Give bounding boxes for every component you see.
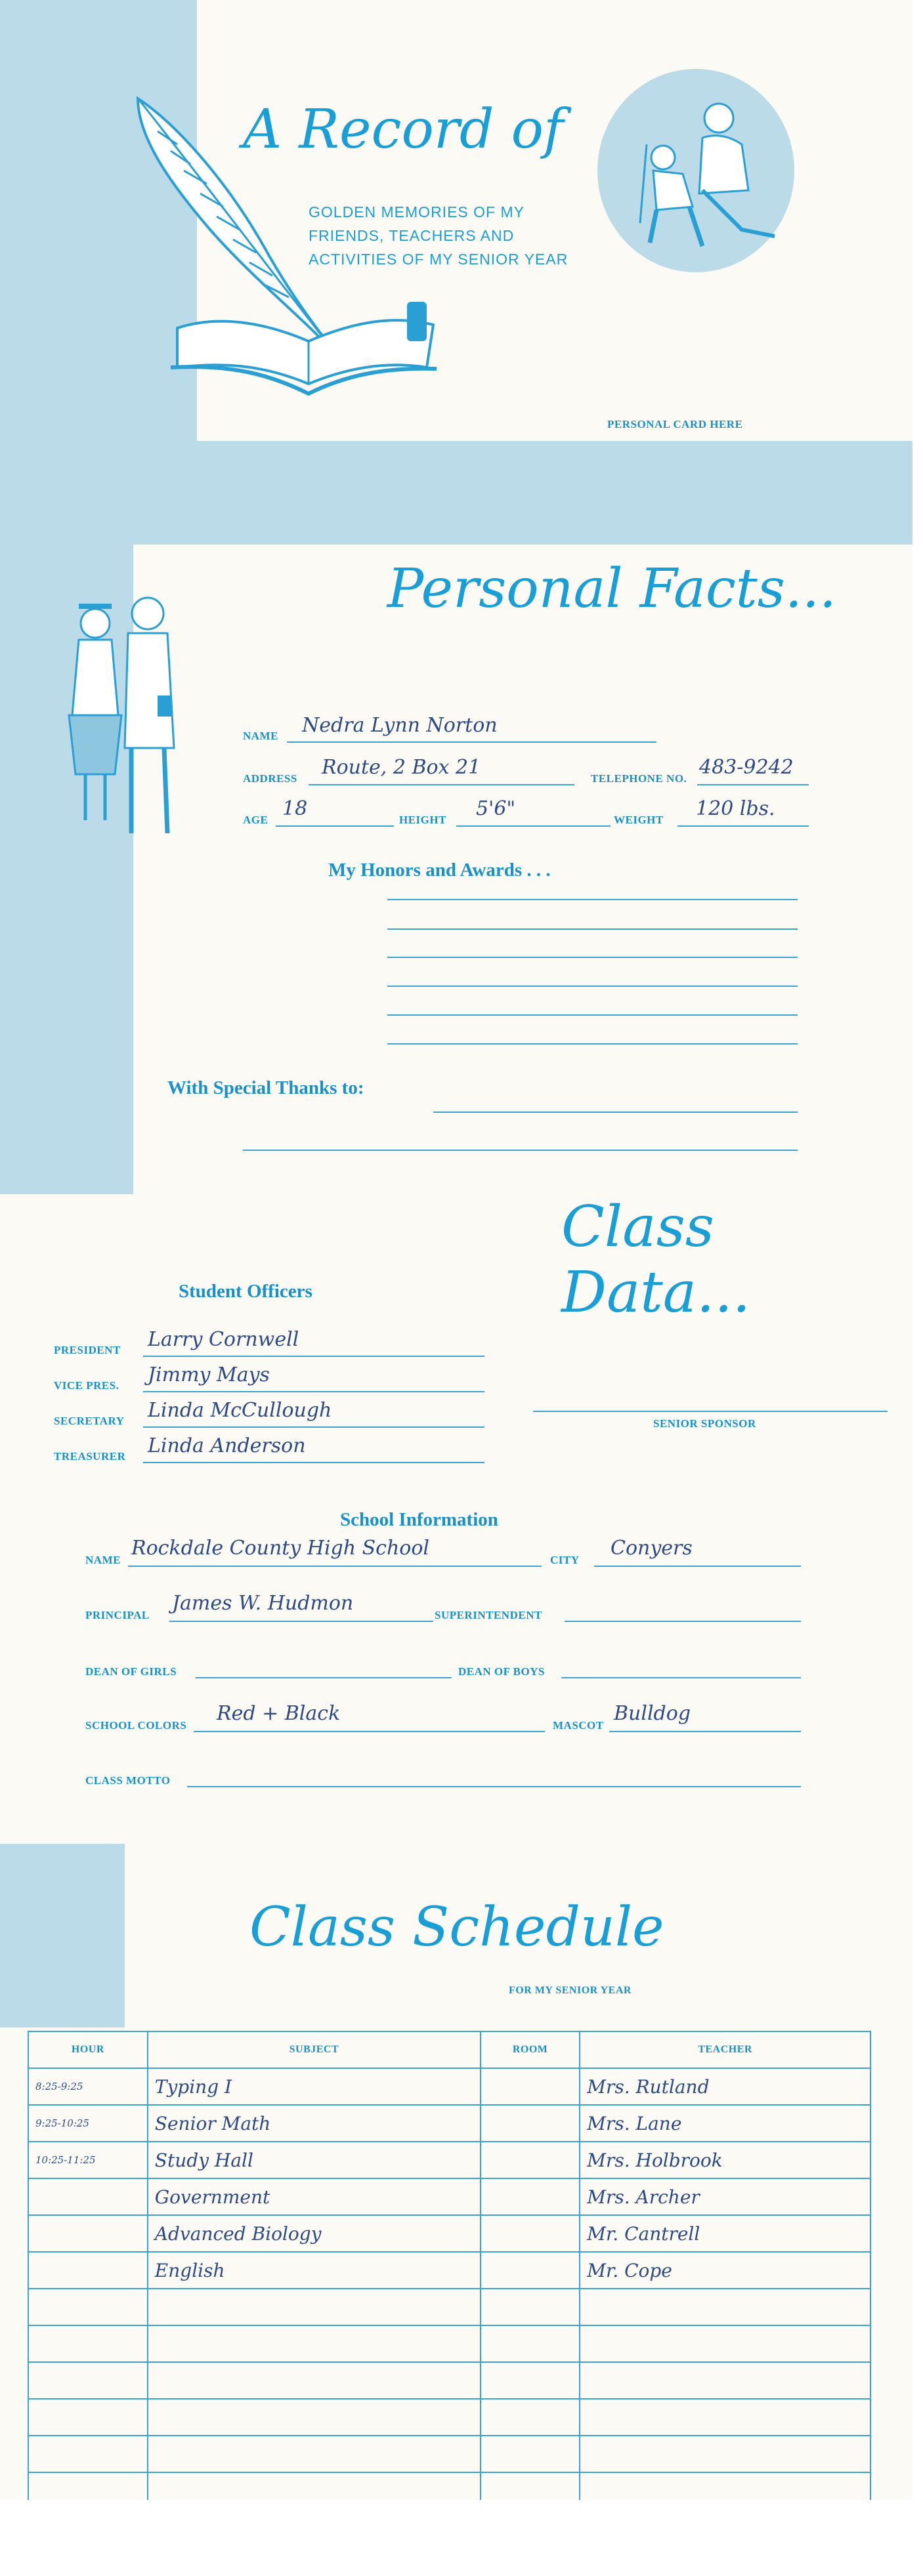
- hour-cell[interactable]: [28, 2436, 148, 2472]
- subject-cell[interactable]: [148, 2436, 481, 2472]
- dean-of-girls-line: [196, 1677, 452, 1678]
- table-row: [28, 2215, 870, 2252]
- class-motto-line: [187, 1786, 801, 1787]
- hour-cell[interactable]: [28, 2472, 148, 2500]
- principal-label: PRINCIPAL: [85, 1609, 150, 1621]
- teacher-header: TEACHER: [580, 2031, 870, 2068]
- subject-cell[interactable]: English: [148, 2252, 481, 2289]
- school-name-label: NAME: [85, 1554, 121, 1566]
- teacher-cell[interactable]: [580, 2399, 870, 2436]
- class-motto-label: CLASS MOTTO: [85, 1774, 171, 1787]
- room-cell[interactable]: [481, 2362, 580, 2399]
- hour-cell[interactable]: [28, 2252, 148, 2289]
- name-line: [287, 741, 656, 743]
- table-row: [28, 2105, 870, 2142]
- president-label: PRESIDENT: [54, 1344, 121, 1356]
- treasurer-label: TREASURER: [54, 1450, 126, 1463]
- weight-label: WEIGHT: [614, 814, 664, 826]
- room-cell[interactable]: [481, 2472, 580, 2500]
- teacher-cell[interactable]: Mr. Cope: [580, 2252, 870, 2289]
- hour-cell[interactable]: 8:25-9:25: [28, 2068, 148, 2105]
- president-value[interactable]: Larry Cornwell: [148, 1328, 299, 1351]
- teacher-cell[interactable]: Mrs. Lane: [580, 2105, 870, 2142]
- secretary-label: SECRETARY: [54, 1415, 125, 1427]
- secretary-line: [143, 1426, 484, 1428]
- subject-cell[interactable]: Senior Math: [148, 2105, 481, 2142]
- subject-cell[interactable]: [148, 2289, 481, 2325]
- schedule-table: [28, 2031, 871, 2500]
- table-row: [28, 2068, 870, 2105]
- teacher-cell[interactable]: Mrs. Holbrook: [580, 2142, 870, 2178]
- hour-cell[interactable]: 10:25-11:25: [28, 2142, 148, 2178]
- cover-subtitle: [309, 200, 568, 271]
- hour-cell[interactable]: [28, 2178, 148, 2215]
- cover-title: A Record of: [243, 98, 564, 161]
- dean-of-boys-line: [561, 1677, 801, 1678]
- honors-line: [387, 1043, 798, 1045]
- honors-line: [387, 928, 798, 930]
- treasurer-value[interactable]: Linda Anderson: [148, 1434, 306, 1457]
- school-name-line: [128, 1566, 542, 1567]
- hour-cell[interactable]: [28, 2325, 148, 2362]
- subject-cell[interactable]: Typing I: [148, 2068, 481, 2105]
- age-value[interactable]: 18: [282, 797, 308, 820]
- teacher-cell[interactable]: Mrs. Rutland: [580, 2068, 870, 2105]
- vice-president-value[interactable]: Jimmy Mays: [148, 1363, 270, 1386]
- class-schedule-title: Class Schedule: [249, 1896, 664, 1959]
- school-colors-label: SCHOOL COLORS: [85, 1719, 187, 1732]
- secretary-value[interactable]: Linda McCullough: [148, 1399, 332, 1422]
- teacher-cell[interactable]: [580, 2289, 870, 2325]
- room-cell[interactable]: [481, 2215, 580, 2252]
- principal-line: [169, 1621, 433, 1622]
- city-label: CITY: [550, 1554, 580, 1566]
- address-label: ADDRESS: [243, 772, 297, 785]
- room-cell[interactable]: [481, 2436, 580, 2472]
- personal-facts-title: Personal Facts...: [387, 558, 837, 620]
- table-row: [28, 2436, 870, 2472]
- honors-line: [387, 986, 798, 987]
- height-value[interactable]: 5'6": [476, 797, 516, 820]
- subject-header: SUBJECT: [148, 2031, 481, 2068]
- hour-cell[interactable]: 9:25-10:25: [28, 2105, 148, 2142]
- mascot-value[interactable]: Bulldog: [614, 1702, 691, 1725]
- room-cell[interactable]: [481, 2289, 580, 2325]
- subject-cell[interactable]: Advanced Biology: [148, 2215, 481, 2252]
- teacher-cell[interactable]: Mrs. Archer: [580, 2178, 870, 2215]
- cover-subtitle-line: GOLDEN MEMORIES OF MY: [309, 203, 525, 220]
- room-header: ROOM: [481, 2031, 580, 2068]
- subject-cell[interactable]: Study Hall: [148, 2142, 481, 2178]
- hour-header: HOUR: [28, 2031, 148, 2068]
- age-line: [276, 825, 394, 827]
- school-info-heading: School Information: [340, 1509, 498, 1530]
- height-line-2: [456, 825, 611, 827]
- table-row: [28, 2142, 870, 2178]
- room-cell[interactable]: [481, 2142, 580, 2178]
- room-cell[interactable]: [481, 2252, 580, 2289]
- table-row: [28, 2325, 870, 2362]
- class-schedule-page: [0, 1844, 912, 2500]
- height-label: HEIGHT: [399, 814, 446, 826]
- officers-heading: Student Officers: [179, 1281, 312, 1302]
- room-cell[interactable]: [481, 2325, 580, 2362]
- vice-president-line: [143, 1391, 484, 1392]
- address-value[interactable]: Route, 2 Box 21: [322, 756, 481, 779]
- couple-oval-illustration: [591, 66, 801, 276]
- telephone-line: [697, 784, 809, 785]
- subject-cell[interactable]: [148, 2399, 481, 2436]
- subject-cell[interactable]: [148, 2325, 481, 2362]
- schedule-subtitle: FOR MY SENIOR YEAR: [509, 1985, 632, 1996]
- honors-line: [387, 899, 798, 900]
- hour-cell[interactable]: [28, 2362, 148, 2399]
- hour-cell[interactable]: [28, 2215, 148, 2252]
- weight-value[interactable]: 120 lbs.: [696, 797, 775, 820]
- weight-line: [677, 825, 809, 827]
- thanks-heading: With Special Thanks to:: [167, 1077, 364, 1098]
- superintendent-line: [565, 1621, 801, 1622]
- teacher-cell[interactable]: [580, 2436, 870, 2472]
- school-name-value[interactable]: Rockdale County High School: [131, 1537, 430, 1560]
- name-value[interactable]: Nedra Lynn Norton: [302, 714, 498, 737]
- honors-line: [387, 1014, 798, 1016]
- honors-line: [387, 957, 798, 958]
- cover-subtitle-line: FRIENDS, TEACHERS AND: [309, 227, 515, 244]
- treasurer-line: [143, 1462, 484, 1463]
- teacher-cell[interactable]: [580, 2472, 870, 2500]
- telephone-label: TELEPHONE NO.: [591, 772, 687, 785]
- city-line: [594, 1566, 801, 1567]
- honors-heading: My Honors and Awards . . .: [328, 860, 551, 881]
- table-row: [28, 2472, 870, 2500]
- principal-value[interactable]: James W. Hudmon: [172, 1592, 354, 1615]
- cover-page: [0, 0, 912, 545]
- hour-cell[interactable]: [28, 2399, 148, 2436]
- room-cell[interactable]: [481, 2178, 580, 2215]
- name-label: NAME: [243, 730, 278, 742]
- thanks-line: [243, 1150, 798, 1151]
- mascot-line: [609, 1731, 801, 1732]
- class-data-page: [0, 1194, 912, 1844]
- personal-card-label: PERSONAL CARD HERE: [607, 418, 743, 430]
- room-cell[interactable]: [481, 2399, 580, 2436]
- telephone-value[interactable]: 483-9242: [699, 756, 794, 779]
- room-cell[interactable]: [481, 2105, 580, 2142]
- table-row: [28, 2399, 870, 2436]
- school-colors-line: [194, 1731, 545, 1732]
- table-row: [28, 2252, 870, 2289]
- table-row: [28, 2362, 870, 2399]
- room-cell[interactable]: [481, 2068, 580, 2105]
- city-value[interactable]: Conyers: [611, 1537, 693, 1560]
- table-row: [28, 2289, 870, 2325]
- teacher-cell[interactable]: [580, 2362, 870, 2399]
- graduate-couple-illustration: [33, 584, 204, 860]
- teacher-cell[interactable]: [580, 2325, 870, 2362]
- president-line: [143, 1356, 484, 1357]
- sponsor-label: SENIOR SPONSOR: [653, 1417, 756, 1430]
- class-data-title: Class Data...: [561, 1194, 751, 1325]
- vice-president-label: VICE PRES.: [54, 1379, 119, 1392]
- thanks-line: [433, 1111, 798, 1113]
- age-label: AGE: [243, 814, 268, 826]
- subject-cell[interactable]: Government: [148, 2178, 481, 2215]
- subject-cell[interactable]: [148, 2472, 481, 2500]
- table-row: [28, 2178, 870, 2215]
- subject-cell[interactable]: [148, 2362, 481, 2399]
- hour-cell[interactable]: [28, 2289, 148, 2325]
- personal-facts-page: [0, 545, 912, 1194]
- mascot-label: MASCOT: [553, 1719, 604, 1732]
- superintendent-label: SUPERINTENDENT: [435, 1609, 542, 1621]
- address-line: [309, 784, 574, 785]
- school-colors-value[interactable]: Red + Black: [217, 1702, 341, 1725]
- dean-of-girls-label: DEAN OF GIRLS: [85, 1665, 177, 1678]
- cover-subtitle-line: ACTIVITIES OF MY SENIOR YEAR: [309, 251, 569, 268]
- teacher-cell[interactable]: Mr. Cantrell: [580, 2215, 870, 2252]
- top-left-band: [0, 1844, 125, 2027]
- sponsor-line: [533, 1411, 888, 1412]
- dean-of-boys-label: DEAN OF BOYS: [458, 1665, 545, 1678]
